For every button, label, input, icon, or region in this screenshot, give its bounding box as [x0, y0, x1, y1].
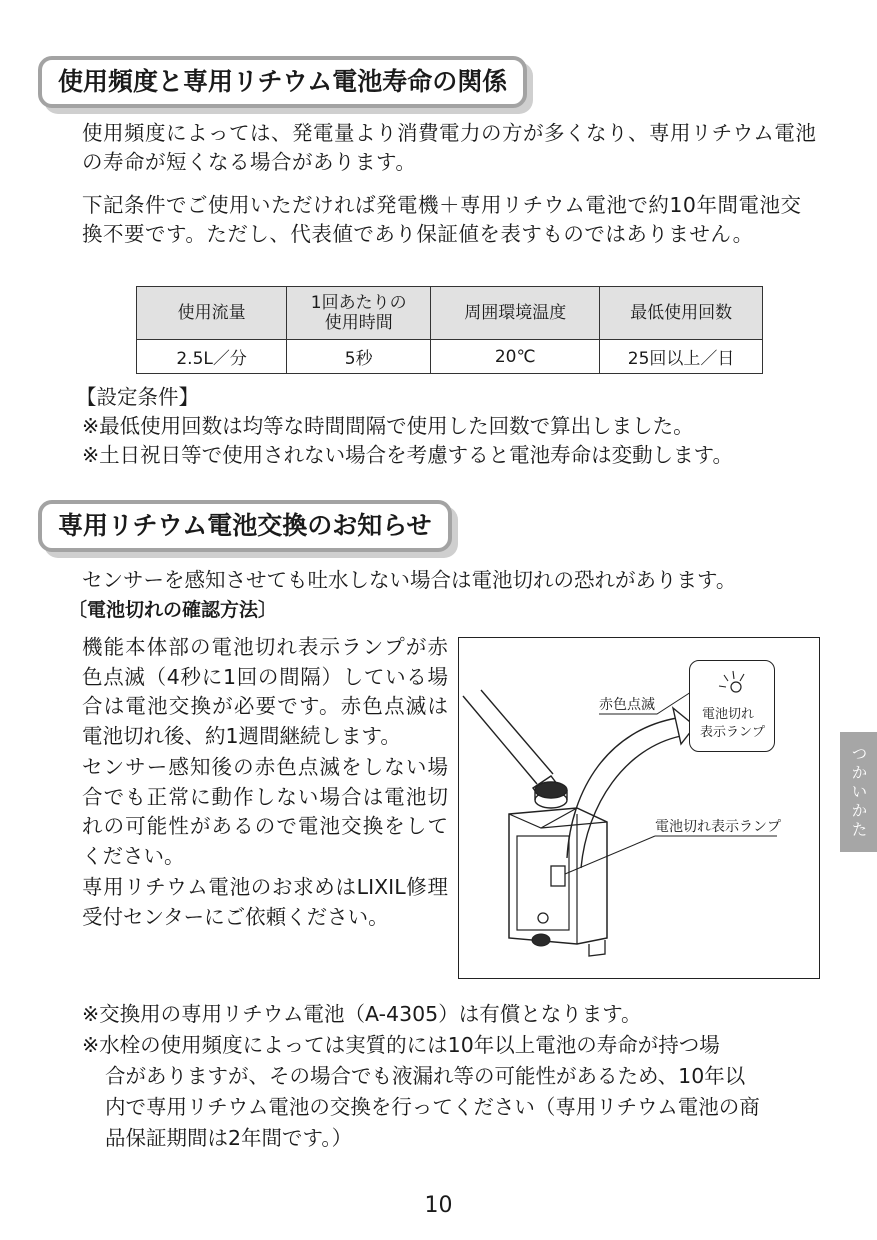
battery-check-heading: 〔電池切れの確認方法〕 — [68, 599, 278, 621]
table-row — [137, 340, 763, 374]
side-tab-usage: つかいかた — [840, 732, 877, 852]
replacement-note-1: ※交換用の専用リチウム電池（A-4305）は有償となります。 — [82, 1002, 642, 1026]
battery-lamp-figure — [458, 637, 820, 979]
battery-check-text — [82, 633, 448, 934]
section-heading-battery-replacement: 専用リチウム電池交換のお知らせ — [38, 500, 452, 552]
cell-ambient-temperature: 20℃ — [431, 340, 600, 374]
blinking-lamp-icon — [690, 661, 774, 705]
check-paragraph-1: 機能本体部の電池切れ表示ランプが赤色点滅（4秒に1回の間隔）している場合は電池交換が必要です。赤色点滅は電池切れ後、約1週間継続します。 — [82, 635, 448, 748]
cell-minimum-uses: 25回以上／日 — [600, 340, 763, 374]
replacement-note-2-line2: 合がありますが、その場合でも液漏れ等の可能性があるため、10年以 — [105, 1064, 746, 1088]
cell-flow-rate: 2.5L／分 — [137, 340, 287, 374]
label-lamp-box-line2: 表示ランプ — [700, 725, 766, 740]
conditions-note-2: ※土日祝日等で使用されない場合を考慮すると電池寿命は変動します。 — [82, 443, 734, 467]
battery-life-paragraph-1: 使用頻度によっては、発電量より消費電力の方が多くなり、専用リチウム電池の寿命が短くなる場合があります。 — [82, 121, 817, 174]
table-header-row — [137, 287, 763, 340]
page-number: 10 — [424, 1193, 453, 1218]
cell-usage-time: 5秒 — [287, 340, 431, 374]
label-red-blinking: 赤色点滅 — [599, 697, 655, 713]
conditions-note-1: ※最低使用回数は均等な時間間隔で使用した回数で算出しました。 — [82, 414, 694, 438]
replacement-note-2-line3: 内で専用リチウム電池の交換を行ってください（専用リチウム電池の商 — [105, 1095, 760, 1119]
header-usage-time: 1回あたりの 使用時間 — [287, 287, 431, 340]
battery-life-paragraph-2: 下記条件でご使用いただければ発電機＋専用リチウム電池で約10年間電池交換不要です。ただし、代表値であり保証値を表すものではありません。 — [82, 193, 802, 246]
section-heading-battery-life: 使用頻度と専用リチウム電池寿命の関係 — [38, 56, 527, 108]
usage-conditions-table — [136, 286, 763, 374]
conditions-label: 【設定条件】 — [76, 385, 199, 409]
label-lamp-box-line1: 電池切れ — [702, 707, 755, 722]
check-paragraph-2: センサー感知後の赤色点滅をしない場合でも正常に動作しない場合は電池切れの可能性があるので電池交換をしてください。 — [82, 755, 448, 868]
label-battery-lamp: 電池切れ表示ランプ — [655, 819, 781, 835]
battery-replacement-intro: センサーを感知させても吐水しない場合は電池切れの恐れがあります。 — [82, 568, 737, 592]
replacement-note-2-line1: ※水栓の使用頻度によっては実質的には10年以上電池の寿命が持つ場 — [82, 1033, 720, 1057]
header-flow-rate: 使用流量 — [137, 287, 287, 340]
header-ambient-temperature: 周囲環境温度 — [431, 287, 600, 340]
lamp-detail-box — [689, 660, 775, 752]
header-minimum-uses: 最低使用回数 — [600, 287, 763, 340]
check-paragraph-3: 専用リチウム電池のお求めはLIXIL修理受付センターにご依頼ください。 — [82, 875, 448, 929]
replacement-note-2-line4: 品保証期間は2年間です。） — [105, 1126, 353, 1150]
